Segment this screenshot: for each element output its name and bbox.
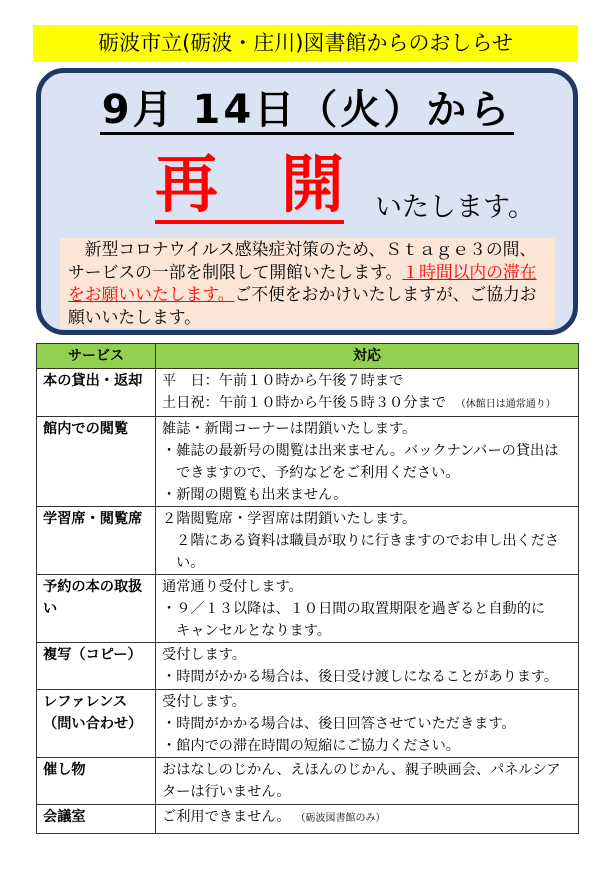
response-line — [162, 392, 572, 416]
headline: 再 開 — [155, 150, 344, 224]
response-line — [162, 806, 572, 830]
table-row — [37, 417, 579, 507]
service-label: 館内での閲覧 — [43, 421, 129, 437]
services-table — [36, 343, 579, 834]
response-text: 平 日：午前１０時から午後７時まで — [162, 373, 404, 389]
table-row — [37, 690, 579, 758]
service-label: 催し物 — [43, 762, 86, 778]
response-line: 受付します。 — [162, 647, 246, 663]
response-cell — [156, 417, 579, 507]
response-cell — [156, 690, 579, 758]
response-line: ・時間がかかる場合は、後日回答させていただきます。 — [162, 716, 516, 732]
service-label: 予約の本の取扱 — [43, 579, 143, 595]
service-cell — [37, 417, 156, 507]
banner — [33, 25, 578, 62]
response-line: おはなしのじかん、えほんのじかん、親子映画会、パネルシア — [162, 762, 561, 778]
date-text: 9月 14日（火）から — [101, 87, 513, 133]
response-line: い。 — [176, 555, 205, 571]
response-cell — [156, 575, 579, 643]
service-label: 本の貸出・返却 — [43, 373, 143, 389]
date-line — [41, 88, 573, 135]
response-cell — [156, 805, 579, 834]
response-line: ターは行いません。 — [162, 784, 291, 800]
table-header-row — [37, 344, 579, 369]
response-line: できますので、予約などをご利用ください。 — [176, 465, 460, 481]
message-closing: ご不便をおかけいたしますが、ご協力お願いいたします。 — [68, 284, 537, 327]
banner-title: 砺波市立(砺波・庄川)図書館からのおしらせ — [98, 31, 513, 55]
service-cell — [37, 805, 156, 834]
response-note: （休館日は通常通り） — [455, 399, 556, 410]
response-line: ２階閲覧席・学習席は閉鎖いたします。 — [162, 511, 417, 527]
table-row — [37, 575, 579, 643]
headline-suffix: いたします。 — [375, 192, 535, 223]
response-note: （砺波図書館のみ） — [300, 813, 386, 824]
service-label: 複写（コピー） — [43, 647, 142, 663]
service-cell — [37, 507, 156, 575]
header-service: サービス — [37, 344, 156, 369]
service-label: い — [43, 601, 58, 617]
response-line: 通常通り受付します。 — [162, 579, 303, 595]
response-line: 雑誌・新聞コーナーは閉鎖いたします。 — [162, 421, 417, 437]
service-label: （問い合わせ） — [43, 716, 143, 732]
response-line: ・新聞の閲覧も出来ません。 — [162, 487, 348, 503]
service-label: 学習席・閲覧席 — [43, 511, 143, 527]
response-line: ・雑誌の最新号の閲覧は出来ません。バックナンバーの貸出は — [162, 443, 559, 459]
response-line: ・館内での滞在時間の短縮にご協力ください。 — [162, 738, 460, 754]
response-cell — [156, 758, 579, 805]
message-intro: 新型コロナウイルス感染症対策のため、Ｓｔａｇｅ３の間、サービスの一部を制限して開館いたします。 — [68, 239, 537, 282]
table-row — [37, 643, 579, 690]
header-response: 対応 — [156, 344, 579, 369]
response-line — [162, 370, 572, 392]
service-cell — [37, 369, 156, 417]
service-cell — [37, 758, 156, 805]
service-label: 会議室 — [43, 809, 86, 825]
table-row — [37, 805, 579, 834]
table-row — [37, 369, 579, 417]
message-emphasis: １時間以内の滞在をお願いいたします。 — [68, 261, 537, 304]
response-line: キャンセルとなります。 — [176, 623, 331, 639]
response-cell — [156, 369, 579, 417]
response-text: ご利用できません。 — [162, 809, 291, 825]
response-line: ・９／１３以降は、１０日間の取置期限を過ぎると自動的に — [162, 601, 546, 617]
reopening-notice — [36, 68, 578, 335]
response-line: ２階にある資料は職員が取りに行きますのでお申し出くださ — [176, 533, 560, 549]
service-label: レファレンス — [43, 694, 128, 710]
table-row — [37, 507, 579, 575]
response-cell — [156, 507, 579, 575]
response-line: 受付します。 — [162, 694, 246, 710]
service-cell — [37, 575, 156, 643]
service-cell — [37, 690, 156, 758]
notice-message — [60, 238, 555, 328]
response-line: ・時間がかかる場合は、後日受け渡しになることがあります。 — [162, 669, 559, 685]
response-text: 土日祝：午前１０時から午後５時３０分まで — [162, 395, 446, 411]
response-cell — [156, 643, 579, 690]
service-cell — [37, 643, 156, 690]
table-row — [37, 758, 579, 805]
